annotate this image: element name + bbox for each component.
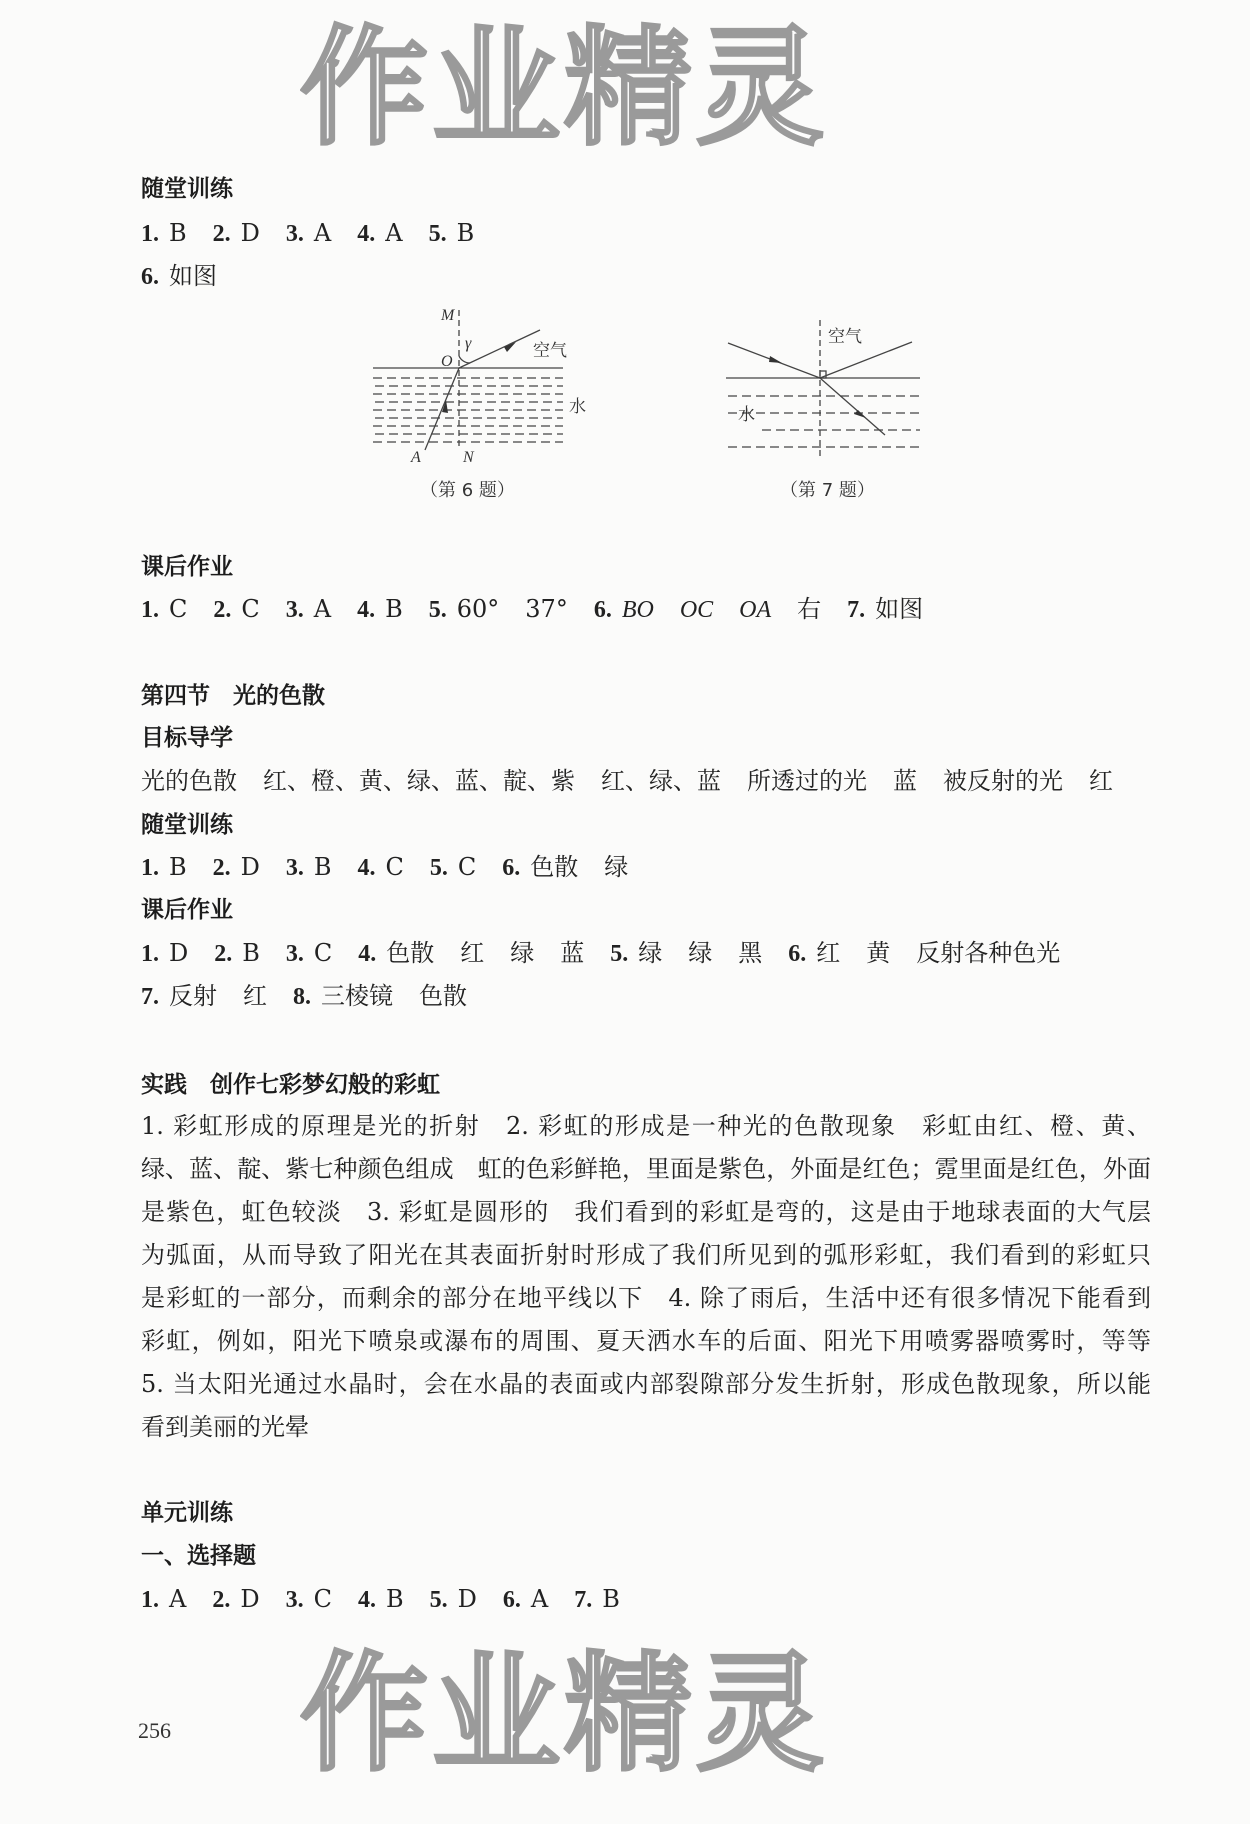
question-number: 1. bbox=[141, 597, 159, 623]
section-heading: 课后作业 bbox=[141, 554, 233, 580]
question-number: 7. bbox=[141, 984, 159, 1010]
answer-value: 60° bbox=[456, 595, 500, 623]
question-number: 2. bbox=[212, 1587, 231, 1613]
question-number: 1. bbox=[141, 941, 159, 967]
question-number: 5. bbox=[610, 941, 629, 967]
answer-item bbox=[213, 594, 259, 625]
answer-item bbox=[286, 1584, 332, 1615]
answer-item bbox=[594, 594, 821, 625]
figure-7-caption: （第 7 题） bbox=[780, 480, 875, 501]
question-number: 3. bbox=[285, 855, 304, 881]
question-number: 2. bbox=[213, 597, 232, 623]
answer-value: D bbox=[240, 1585, 260, 1613]
answer-value: 三棱镜 bbox=[321, 982, 393, 1010]
paragraph-line: 彩虹，例如，阳光下喷泉或瀑布的周围、夏天洒水车的后面、阳光下用喷雾器喷雾时，等等 bbox=[141, 1327, 1151, 1355]
answer-item bbox=[141, 261, 217, 292]
label-air: 空气 bbox=[533, 341, 567, 361]
answer-value: 黑 bbox=[738, 939, 763, 967]
question-number: 6. bbox=[502, 855, 521, 881]
question-number: 7. bbox=[574, 1587, 593, 1613]
question-number: 2. bbox=[214, 941, 233, 967]
answer-value: 色散 bbox=[530, 853, 579, 881]
answer-item bbox=[213, 218, 260, 249]
answer-item bbox=[574, 1584, 620, 1615]
answer-value: 绿 bbox=[604, 853, 629, 881]
answer-value: 绿 bbox=[510, 939, 535, 967]
answer-value: A bbox=[530, 1585, 549, 1613]
question-number: 5. bbox=[428, 221, 447, 247]
question-number: 1. bbox=[141, 855, 159, 881]
goal-answer-line bbox=[141, 766, 1113, 796]
paragraph-line: 5. 当太阳光通过水晶时，会在水晶的表面或内部裂隙部分发生折射，形成色散现象，所以能 bbox=[141, 1370, 1151, 1398]
answer-item bbox=[503, 1584, 548, 1615]
answer-item bbox=[610, 938, 762, 969]
watermark bbox=[300, 8, 880, 163]
question-number: 4. bbox=[357, 855, 376, 881]
answer-value: 被反射的光 bbox=[943, 767, 1063, 795]
answer-value: C bbox=[313, 1585, 332, 1613]
answer-item bbox=[429, 594, 568, 625]
label-M: M bbox=[441, 307, 455, 324]
paragraph-line: 看到美丽的光晕 bbox=[141, 1413, 309, 1441]
section-title: 实践 创作七彩梦幻般的彩虹 bbox=[141, 1072, 440, 1098]
answer-value: BO bbox=[621, 597, 654, 623]
answer-value: OA bbox=[739, 597, 772, 623]
page-number: 256 bbox=[138, 1718, 171, 1743]
answer-value: A bbox=[313, 595, 332, 623]
answer-value: 所透过的光 bbox=[747, 767, 867, 795]
answer-item bbox=[141, 218, 187, 249]
paragraph-line: 绿、蓝、靛、紫七种颜色组成 虹的色彩鲜艳，里面是紫色，外面是红色；霓里面是红色，外面 bbox=[141, 1155, 1151, 1183]
answer-value: B bbox=[385, 595, 403, 623]
question-number: 2. bbox=[212, 855, 231, 881]
answer-value: 红 bbox=[1089, 767, 1113, 795]
answer-item bbox=[141, 852, 187, 883]
watermark-text: 作业精灵 bbox=[300, 1640, 829, 1789]
answer-value: B bbox=[169, 853, 187, 881]
answer-line bbox=[141, 852, 654, 883]
question-number: 3. bbox=[285, 597, 304, 623]
answer-item bbox=[357, 594, 403, 625]
question-number: 6. bbox=[593, 597, 612, 623]
answer-item bbox=[358, 1584, 404, 1615]
question-number: 1. bbox=[141, 221, 159, 247]
answer-value: D bbox=[240, 219, 260, 247]
answer-value: 红 bbox=[816, 939, 841, 967]
answer-line bbox=[141, 594, 949, 625]
question-number: 4. bbox=[357, 597, 376, 623]
question-number: 3. bbox=[285, 941, 304, 967]
answer-item bbox=[141, 981, 267, 1012]
answer-value: 绿 bbox=[688, 939, 713, 967]
answer-value: 绿 bbox=[638, 939, 663, 967]
answer-value: B bbox=[313, 853, 332, 881]
question-number: 5. bbox=[428, 597, 447, 623]
answer-value: C bbox=[385, 853, 404, 881]
answer-value: B bbox=[169, 219, 187, 247]
label-air: 空气 bbox=[828, 327, 862, 347]
answer-value: 反射 bbox=[169, 982, 217, 1010]
answer-item bbox=[358, 938, 584, 969]
answer-value: A bbox=[385, 219, 403, 247]
answer-item bbox=[213, 852, 260, 883]
figure-6-caption: （第 6 题） bbox=[420, 480, 515, 501]
answer-value: 红、绿、蓝 bbox=[601, 767, 721, 795]
question-number: 4. bbox=[357, 221, 376, 247]
answer-value: 黄 bbox=[866, 939, 891, 967]
answer-item bbox=[286, 938, 332, 969]
paragraph-line: 是彩虹的一部分，而剩余的部分在地平线以下 4. 除了雨后，生活中还有很多情况下能看到 bbox=[141, 1284, 1151, 1312]
answer-value: 蓝 bbox=[893, 767, 917, 795]
answer-item bbox=[293, 981, 467, 1012]
answer-value: 色散 bbox=[419, 982, 467, 1010]
answer-item bbox=[502, 852, 628, 883]
question-number: 5. bbox=[429, 855, 448, 881]
answer-value: 蓝 bbox=[560, 939, 585, 967]
answer-value: B bbox=[456, 219, 475, 247]
watermark bbox=[300, 1634, 880, 1789]
answer-value: A bbox=[313, 219, 332, 247]
answer-line bbox=[141, 1584, 646, 1615]
answer-value: D bbox=[240, 853, 260, 881]
answer-item bbox=[286, 218, 331, 249]
answer-value: 如图 bbox=[875, 595, 924, 623]
label-water: 水 bbox=[738, 405, 755, 425]
question-number: 3. bbox=[285, 221, 304, 247]
section-heading: 课后作业 bbox=[141, 897, 233, 923]
answer-item bbox=[286, 852, 332, 883]
question-number: 3. bbox=[285, 1587, 304, 1613]
answer-value: B bbox=[242, 939, 260, 967]
answer-value: C bbox=[241, 595, 260, 623]
question-number: 1. bbox=[141, 1587, 159, 1613]
figure-6-refraction-diagram bbox=[365, 300, 595, 465]
answer-item bbox=[286, 594, 331, 625]
section-title: 第四节 光的色散 bbox=[141, 683, 325, 709]
answer-item bbox=[141, 594, 187, 625]
section-heading: 目标导学 bbox=[141, 725, 233, 751]
answer-value: 红 bbox=[243, 982, 267, 1010]
question-number: 2. bbox=[212, 221, 231, 247]
answer-item bbox=[214, 938, 260, 969]
label-gamma: γ bbox=[465, 335, 472, 352]
paragraph-line: 为弧面，从而导致了阳光在其表面折射时形成了我们所见到的弧形彩虹，我们看到的彩虹只 bbox=[141, 1241, 1151, 1269]
subsection-heading: 一、选择题 bbox=[141, 1543, 256, 1569]
answer-value: 如图 bbox=[169, 262, 217, 290]
answer-item bbox=[358, 852, 404, 883]
answer-item bbox=[212, 1584, 259, 1615]
question-number: 6. bbox=[788, 941, 807, 967]
answer-value: B bbox=[385, 1585, 404, 1613]
question-number: 8. bbox=[293, 984, 311, 1010]
answer-value: 反射各种色光 bbox=[916, 939, 1061, 967]
answer-item bbox=[141, 938, 188, 969]
answer-value: 色散 bbox=[386, 939, 435, 967]
question-number: 6. bbox=[141, 264, 159, 290]
answer-value: C bbox=[313, 939, 333, 967]
answer-value: C bbox=[457, 853, 477, 881]
answer-item bbox=[357, 218, 402, 249]
answer-line bbox=[141, 938, 1086, 969]
answer-value: 37° bbox=[525, 595, 568, 623]
question-number: 4. bbox=[357, 1587, 376, 1613]
answer-value: D bbox=[169, 939, 189, 967]
label-O: O bbox=[441, 353, 453, 370]
question-number: 7. bbox=[847, 597, 866, 623]
question-number: 5. bbox=[429, 1587, 448, 1613]
watermark-text: 作业精灵 bbox=[300, 14, 829, 163]
section-heading: 随堂训练 bbox=[141, 812, 233, 838]
section-title: 单元训练 bbox=[141, 1500, 233, 1526]
answer-line bbox=[141, 218, 500, 249]
paragraph-line: 1. 彩虹形成的原理是光的折射 2. 彩虹的形成是一种光的色散现象 彩虹由红、橙、黄、 bbox=[141, 1112, 1151, 1140]
answer-item bbox=[141, 1584, 186, 1615]
answer-value: 右 bbox=[797, 595, 822, 623]
answer-value: D bbox=[457, 1585, 477, 1613]
label-A: A bbox=[411, 449, 421, 465]
answer-value: 红 bbox=[460, 939, 485, 967]
label-water: 水 bbox=[569, 397, 586, 417]
answer-item bbox=[847, 594, 923, 625]
question-number: 4. bbox=[358, 941, 377, 967]
answer-item bbox=[430, 1584, 477, 1615]
section-heading: 随堂训练 bbox=[141, 176, 233, 202]
answer-item bbox=[788, 938, 1060, 969]
answer-value: OC bbox=[679, 597, 714, 623]
answer-item bbox=[430, 852, 476, 883]
label-N: N bbox=[463, 449, 474, 465]
answer-value: B bbox=[602, 1585, 620, 1613]
answer-item bbox=[429, 218, 475, 249]
answer-line bbox=[141, 261, 243, 292]
question-number: 6. bbox=[502, 1587, 521, 1613]
answer-line bbox=[141, 981, 493, 1012]
paragraph-line: 是紫色，虹色较淡 3. 彩虹是圆形的 我们看到的彩虹是弯的，这是由于地球表面的大气层 bbox=[141, 1198, 1151, 1226]
answer-value: 红、橙、黄、绿、蓝、靛、紫 bbox=[263, 767, 575, 795]
answer-value: A bbox=[169, 1585, 187, 1613]
answer-value: C bbox=[169, 595, 188, 623]
answer-value: 光的色散 bbox=[141, 767, 237, 795]
figure-7-reflection-refraction-diagram bbox=[720, 318, 930, 463]
